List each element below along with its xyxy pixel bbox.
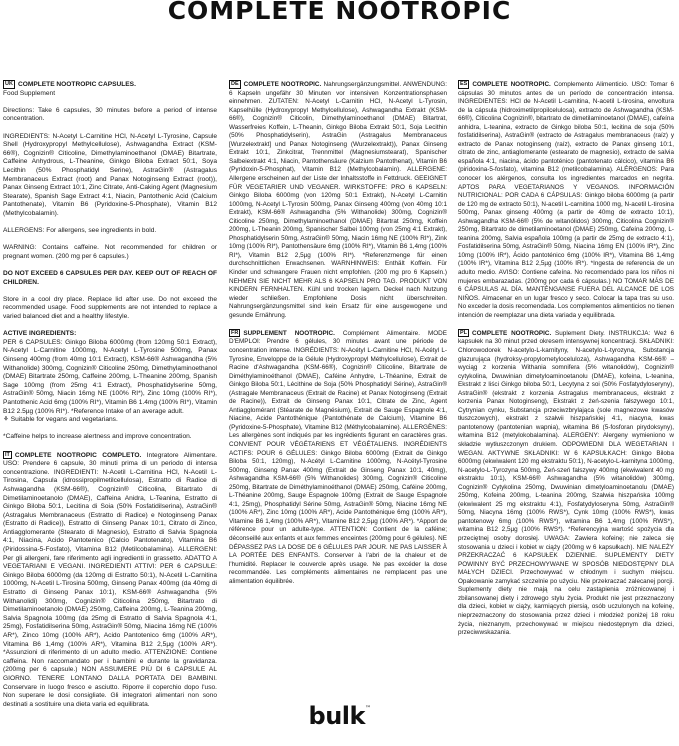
fr-section xyxy=(229,329,447,586)
uk-allergens: ALLERGENS: For allergens, see ingredients in bold. xyxy=(3,227,157,235)
de-body: Nahrungsergänzungsmittel. ANWENDUNG: 6 Kapseln ungefähr 30 Minuten vor intensiven Konzentrationsphasen einnehmen. ZUTATEN: N-Acetyl L-Carnitin HCl, N-Acetyl L-Tyrosin, Kapselhülle (Hydroxypropyl Methylcellulose), Ashwagandha Extrakt (KSM-66®), Cognizin® Citicolin, Dimethylaminoethanol (DMAE) Bitartrat, Wasserfreies Koffein, L-Theanin, Ginkgo Biloba Extrakt 50:1, Soja Lecithin (50% Phosphatidylserin), AstraGin (Astragalus Membranaceus [Wurzelextrakt] und Panax Notoginseng (Wurzelextrakt)), Panax Ginseng Extrakt 10:1, Zinkcitrat, Trennmittel (Magnesiumstearat), Spanischer Salbeiextrakt 4:1, Niacin, Pantothensäure (Kalzium Pantothenat), Vitamin B6 (Pyridoxin-5-Phosphat), Vitamin B12 (Methylcobalamin). ALLERGENE: Allergene erscheinen auf der Liste der Inhaltsstoffe in Fettdruck. GEEIGNET FÜR VEGETARIER UND VEGANER. WIRKSTOFFE: PRO 6 KAPSELN: Ginkgo Biloba 6000mg (von 120mg 50:1 Extrakt), N-Acetyl L-Carnitin 1000mg, N-Acetyl L-Tyrosin 500mg, Panax Ginseng 400mg (von 40mg 10:1 Extrakt), KSM-66® Ashwagandha (5% Withanolide) 300mg, Cognizin® Citicoline 250mg, Dimethylaminoethanol (DMAE) Bitartrat 250mg, Koffein 200mg, L-Theanin 200mg, Spanischer Salbei 100mg (von 25mg 4:1 Extrakt), Phosphatidylserin 50mg, AstraGin® 50mg, Niacin 16mg NE (100% RI*), Zink 10mg (100% RI*), Pantothensäure 6mg (100% RI*), Vitamin B6 1,4mg (100% RI*), Vitamin B12 2,5µg (100% RI*). *Referenzmenge für einen durchschnittlichen Erwachsenen. WARNHINWEIS: Enthält Koffein. Für Kinder und schwangere Frauen nicht empfohlen. (200 mg pro 6 Kapseln.) NEHMEN SIE NICHT MEHR ALS 6 KAPSELN PRO TAG. PRODUKT VON KINDERN FERNHALTEN. Kühl und trocken lagern. Deckel nach Nutzung wieder schließen. Empfohlene Dosis nicht überschreiten. Nahrungsergänzungsmittel sind kein Ersatz für eine ausgewogene und gesunde Ernährung. xyxy=(229,81,447,319)
uk-heading-line xyxy=(3,80,217,90)
uk-caffeine-note: *Caffeine helps to increase alertness and improve concentration. xyxy=(3,433,192,441)
uk-warning: WARNING: Contains caffeine. Not recommended for children or pregnant women. (200 mg per 6 capsules.) xyxy=(3,244,217,260)
uk-ingredients: INGREDIENTS: N-Acetyl L-Carnitine HCl, N-Acetyl L-Tyrosine, Capsule Shell (Hydroxypropyl Methylcellulose), Ashwagandha Extract (KSM-66®), Cognizin® Citicoline, Dimethylaminoethanol (DMAE) Bitartrate, Caffeine Anhydrous, L-Theanine, Ginkgo Biloba Extract 50:1, Soya Lecithin (50% Phosphatidyl Serine), AstraGin® (Astragalus Membranaceus Extract (root) and Panax Notoginseng Extract (root)), Panax Ginseng Extract 10:1, Zinc Citrate, Anti-Caking Agent (Magnesium Stearate), Spanish Sage Extract 4:1, Niacin, Pantothenic Acid (Calcium Pantothenate), Vitamin B6 (Pyridoxine-5-Phosphate), Vitamin B12 (Methylcobalamin). xyxy=(3,132,217,217)
fr-body: Complément Alimentaire. MODE D'EMPLOI: Prendre 6 gélules, 30 minutes avant une période de concentration intense. INGRÉDIENTS: N-Acétyl L-Carnitine HCl, N-Acétyl L-Tyrosine, Enveloppe de la Gélule (Hydroxypropyl Méthylcellulose), Extrait de Racine d'Ashwagandha (KSM-66®), Cognizin® Citicoline, Bitartrate de Diméthylaminoéthanol (DMAE), Caféine Anhydre, L-Théanine, Extrait de Ginkgo Biloba 50:1, Lécithine de Soja (50% Phosphatidyl Sérine), AstraGin® (Astragale Membranaceus (Extrait de Racine) et Panax Notoginseng (Extrait de Racine)), Extrait de Ginseng Panax 10:1, Citrate de Zinc, Agent Antiagglomérant (Stéarate de Magnésium), Extrait de Sauge Espagnole 4:1, Niacine, Acide Pantothénique (Pantothénate de Calcium), Vitamine B6 (Pyridoxine-5-Phosphate), Vitamine B12 (Méthylcobalamine). ALLERGÈNES: Les allergènes sont indiqués par les ingrédients figurant en caractères gras. CONVIENT POUR VÉGÉTARIENS ET VÉGÉTALIENS. INGRÉDIENTS ACTIFS: POUR 6 GÉLULES: Ginkgo Biloba 6000mg (Extrait de Ginkgo Biloba 50:1, 120mg), N-Acétyl L-Carnitine 1000mg, N-Acétyl-Tyrosine 500mg, Ginseng Panax 400mg (Extrait de Ginseng Panax 10:1, 40mg), Ashwagandha KSM-66® (5% Withanolides) 300mg, Cognizin® Citicoline 250mg, Bitartrate de Diméthylaminoéthanol (DMAE) 250mg, Caféine 200mg, L-Théanine 200mg, Sauge Espagnole 100mg (Extrait de Sauge Espagnole 4:1, 25mg), Phosphatidyl Sérine 50mg, AstraGin® 50mg, Niacine 16mg NE (100% AR*), Zinc 10mg (100% AR*), Acide Pantothénique 6mg (100% AR*), Vitamine B6 1,4mg (100% AR*), Vitamine B12 2,5µg (100% AR*). *Apport de référence pour un adulte-type. ATTENTION: Contient de la caféine; déconseillé aux enfants et aux femmes enceintes (200mg pour 6 gélules). NE DÉPASSEZ PAS LA DOSE DE 6 GÉLULES PAR JOUR. NE PAS LAISSER À LA PORTÉE DES ENFANTS. Conserver à l'abri de la chaleur et de l'humidité. Replacer le couvercle après usage. Ne pas excéder la dose recommandée. Les compléments alimentaires ne remplacent pas une alimentation équilibrée. xyxy=(229,329,447,585)
es-section xyxy=(458,80,674,320)
uk-active-heading: ACTIVE INGREDIENTS: xyxy=(3,330,77,338)
de-flag-badge: DE xyxy=(231,81,239,87)
trademark-mark: ™ xyxy=(364,705,371,712)
bulk-logo-text: bulk xyxy=(308,702,365,730)
uk-heading: COMPLETE NOOTROPIC CAPSULES. xyxy=(17,81,136,88)
spanish-polish-column xyxy=(458,80,674,690)
uk-subheading: Food Supplement xyxy=(3,89,56,97)
english-label-column xyxy=(3,80,217,708)
pl-section xyxy=(458,329,674,638)
uk-vegan-note: ⚘ Suitable for vegans and vegetarians. xyxy=(3,416,118,424)
de-section xyxy=(229,80,447,320)
de-heading: COMPLETE NOOTROPIC. xyxy=(243,81,322,88)
pl-heading: COMPLETE NOOTROPIC. xyxy=(472,329,552,337)
bulk-logo xyxy=(0,702,679,730)
es-flag-badge: ES xyxy=(460,81,468,87)
it-body: Integratore Alimentare. USO: Prendere 6 capsule, 30 minuti prima di un periodo di intensa concentrazione. INGREDIENTI: N-Acetil L-Carnitina HCl, N-Acetil L-Tirosina, Capsula (idrossipropilmetilcellulosa), Estratto di Radice di Ashwagandha (KSM-66®), Cognizin® Citicolina, Bitartrato di Dimetilaminoetanolo (DMAE), Caffeina Anidra, L-Teanina, Estratto di Ginkgo Biloba 50:1, Lecitina di Soia (50% Fosfatidilserina), AstraGin® (Astragalus Membranaceus (Estratto di Radice) e Notoginseng Panax (Estratto di Radice)), Estratto di Ginseng Panax 10:1, Citrato di Zinco, Antiagglomerante (Stearato di Magnesio), Estratto di Salvia Spagnola 4:1, Niacina, Acido Pantotenico (Calcio Pantotenato), Vitamina B6 (Piridossina-5-Fosfato), Vitamina B12 (Metilcobalamina). ALLERGENI: Per gli allergeni, fare riferimento agli ingredienti in grassetto. ADATTO A VEGETARIANI E VEGANI. INGREDIENTI ATTIVI: PER 6 CAPSULE: Ginkgo Biloba 6000mg (da 120mg di Estratto 50:1), N-Acetil L-Carnitina 1000mg, N-Acetil L-Tirosina 500mg, Ginseng Panax 400mg (da 40mg di Estratto di Ginseng Panax 10:1), KSM-66® Ashwagandha (5% Withanolidi) 300mg, Cognizin® Citicolina 250mg, Bitartrato di Dimetilaminoetanolo (DMAE) 250mg, Caffeina 200mg, L-Teanina 200mg, Salvia Spagnola 100mg (da 25mg di Estratto di Salvia Spagnola 4:1, 25mg), Fosfatidilserina 50mg, AstraGin® 50mg, Niacina 16mg NE (100% AR*), Zinco 10mg (100% AR*), Acido Pantotenico 6mg (100% AR*), Vitamina B6 1,4mg (100% AR*), Vitamina B12 2,5µg (100% AR*). *Assunzioni di riferimento di un adulto medio. ATTENZIONE: Contiene caffeina. Non raccomandato per i bambini e durante la gravidanza. (200mg per 6 capsule.) NON ASSUMERE PIÙ DI 6 CAPSULE AL GIORNO. TENERE LONTANO DALLA PORTATA DEI BAMBINI. Conservare in luogo fresco e asciutto. Riporre il coperchio dopo l'uso. Non superare le dosi consigliate. Gli integratori alimentari non sono destinati a sostituire una dieta varia ed equilibrata. xyxy=(3,451,217,708)
uk-flag-badge: UK xyxy=(5,81,13,87)
uk-directions: Directions: Take 6 capsules, 30 minutes before a period of intense concentration. xyxy=(3,106,217,123)
es-body: Complemento Alimenticio. USO: Tomar 6 cápsulas 30 minutos antes de un período de concentración intensa. INGREDIENTES: HCl de N-Acetil L-carnitina, N-acetil L-tirosina, envoltura de la cápsula (hidroximetilpropilcelulosa), extracto de Ashwagandha (KSM-66®), Citicolina Cognizin®, bitartrato de dimetilaminoetanol (DMAE), cafeína anhidra, L-teanina, extracto de Ginkgo biloba 50:1, lecitina de soja (50% fosfatidilserina), AstraGin® (extracto de Astragalus membranaceus (raíz) y extracto de Panax notoginseng (raíz), extracto de Panax ginseng 10:1, citrato de zinc, antiaglomerante (estearato de magnesio), extracto de salvia española 4:1, niacina, ácido pantoténico (pantotenato cálcico), vitamina B6 (piridoxina-5-fosfato), vitamina B12 (metilcobalamina). ALÉRGENOS: Para conocer los alérgenos, consulta los ingredientes marcados en negrita. APTOS PARA VEGETARIANOS Y VEGANOS. INFORMACIÓN NUTRICIONAL: POR CADA 6 CÁPSULAS: Ginkgo biloba 6000mg (a partir de 120 mg de extracto 50:1), N-acetil L-carnitina 1000 mg, N-acetil L-tirosina 500mg, Panax ginseng 400mg (a partir de 40mg de extracto 10:1), Ashwagandha KSM-66® (5% de witanólidos) 300mg, Citicolina Cognizin® 250mg, Bitartrato de dimetilaminoetanol (DMAE) 250mg, Cafeína 200mg, L-teanina 200mg, Salvia española 100mg (a partir de 25mg de extracto 4:1), Fosfatidilserina 50mg, AstraGin® 50mg, Niacina 16mg EN (100% IR*), Zinc 10mg (100% IR*), Ácido pantoténico 6mg (100% IR*), Vitamina B6 1,4mg (100% IR*), Vitamina B12 2,5µg (100% IR*). *Ingesta de referencia de un adulto medio. AVISO: Contiene cafeína. No recomendado para los niños ni mujeres embarazadas. (200mg por cada 6 cápsulas.) NO TOMAR MÁS DE 6 CÁPSULAS AL DÍA. MANTÉNGANSE FUERA DEL ALCANCE DE LOS NIÑOS. Almacenar en un lugar fresco y seco. Colocar la tapa tras su uso. No exceder la dosis recomendada. Los complementos alimenticios no tienen intención de reemplazar una dieta variada y equilibrada. xyxy=(458,81,675,319)
it-flag-badge: IT xyxy=(5,451,10,458)
pl-flag-badge: PL xyxy=(460,329,468,336)
product-title: COMPLETE NOOTROPIC xyxy=(167,0,512,25)
it-heading: COMPLETE NOOTROPIC COMPLETO. xyxy=(14,451,142,459)
es-heading: COMPLETE NOOTROPIC. xyxy=(472,81,551,88)
uk-active-ingredients: PER 6 CAPSULES: Ginkgo Biloba 6000mg (from 120mg 50:1 Extract), N-Acetyl L-Carnitine 1000mg, N-Acetyl L-Tyrosine 500mg, Panax Ginseng 400mg (from 40mg 10:1 Extract), KSM-66® Ashwagandha (5% Withanolide) 300mg, Cognizin® Citicoline 250mg, Dimethylaminoethanol (DMAE) Bitartrate 250mg, Caffeine 200mg, L-Theanine 200mg, Spanish Sage 100mg (from 25mg 4:1 Extract), Phosphatidylserine 50mg, AstraGin® 50mg, Niacin 16mg NE (100% RI*), Zinc 10mg (100% RI*), Pantothenic Acid 6mg (100% RI*), Vitamin B6 1.4mg (100% RI*), Vitamin B12 2.5µg (100% RI*). *Reference Intake of an average adult. xyxy=(3,338,217,415)
uk-do-not-exceed: DO NOT EXCEED 6 CAPSULES PER DAY. KEEP OUT OF REACH OF CHILDREN. xyxy=(3,270,217,286)
it-section xyxy=(3,451,217,710)
uk-storage: Store in a cool dry place. Replace lid after use. Do not exceed the recommended usage. Food supplements are not intended to replace a varied balanced diet and a healthy lifestyle. xyxy=(3,295,217,321)
fr-flag-badge: FR xyxy=(231,329,239,336)
pl-body: Suplement Diety. INSTRUKCJA: Weź 6 kapsułek na 30 minut przed okresem intensywnej koncentracji. SKŁADNIKI: Chlorowodorek N-acetylo-L-karnityny, N-acetylo-L-tyrozyna, Substancja glazurująca (hydroksy-propylometyloceluloza), Ashwagandha KSM-66® – wyciąg z korzenia Withania somnifera (5% witanolidów), Cognizin® cytykolina, Dwuwinian dimetyloaminoetanolu (DMAE), kofeina, L-teanina, Ekstrakt z liści Ginkgo biloba 50:1, Lecytyna z soi (50% Fosfatydyloseryny), AstraGin® (ekstrakt z korzenia Astragalus membranaceus, ekstrakt z korzenia Panax Notoginseng), Ekstrakt z żeń-szenia fałszywego 10:1, Cytrynian cynku, Substancja przeciwzbrylająca (sole magnezowe kwasów tłuszczowych), ekstrakt z szałwii hiszpańskiej 4:1, niacyna, kwas pantotenowy (pantotenian wapnia), witamina B6 (5-fosforan pirydoksyny), witamina B12 (metylokobalamina). ALERGENY: Alergeny wymieniono w składzie wytłuszczonym drukiem. ODPOWIEDNI DLA WEGETARIAN I WEGAN. AKTYWNE SKŁADNIKI: W 6 KAPSUŁKACH: Ginkgo Biloba 6000mg (ekwiwalent 120 mg ekstraktu 50:1), N-acetylo-L-karnityna 1000mg, N-acetylo-L-Tyrozyna 500mg, Żeń-szeń fałszywy 400mg (ekwiwalent 40 mg ekstraktu 10:1), KSM-66® Ashwagandha (5% witanolidów) 300mg, Cognizin® Cytykolina 250mg, Dwuwinian dimetyloaminoetanolu (DMAE) 250mg, Kofeina 200mg, L-teanina 200mg, Szałwia hiszpańska 100mg (ekwiwalent 25 mg ekstraktu 4:1), Fosfatydyloseryna 50mg, AstraGin® 50mg, Niacyna 16mg (100% RWS*), Cynk 10mg (100% RWS*), kwas pantotenowy 6mg (100% RWS*), witamina B6 1,4mg (100% RWS*), witamina B12 2,5µg (100% RWS*). *Referencyjna wartość spożycia dla przeciętnej osoby dorosłej. UWAGA: Zawiera kofeinę; nie zaleca się stosowania u dzieci i kobiet w ciąży (200mg w 6 kapsułkach). NIE NALEŻY PRZEKRACZAĆ 6 KAPSUŁEK DZIENNIE. SUPLEMENTY DIETY POWINNY BYĆ PRZECHOWYWANE W SPOSÓB NIEDOSTĘPNY DLA MAŁYCH DZIECI. Przechowywać w chłodnym i suchym miejscu. Opakowanie zamykać szczelnie po użyciu. Nie przekraczać zalecanej porcji. Suplementy diety nie mają na celu zastąpienia zróżnicowanej i zbilansowanej diety i zdrowego stylu życia. Produkt nie jest przeznaczony dla dzieci, kobiet w ciąży, karmiących piersią, osób uczulonych na kofeinę, nieprzeznaczony do stosowania przez dzieci i młodzież poniżej 18 roku życia, nieznanym, przechowywać w miejscu niedostępnym dla dzieci, przeciwwskazania. xyxy=(458,329,674,637)
fr-heading: SUPPLEMENT NOOTROPIC. xyxy=(243,329,335,337)
german-french-column xyxy=(229,80,447,690)
vegan-leaf-icon: ⚘ xyxy=(3,416,11,424)
